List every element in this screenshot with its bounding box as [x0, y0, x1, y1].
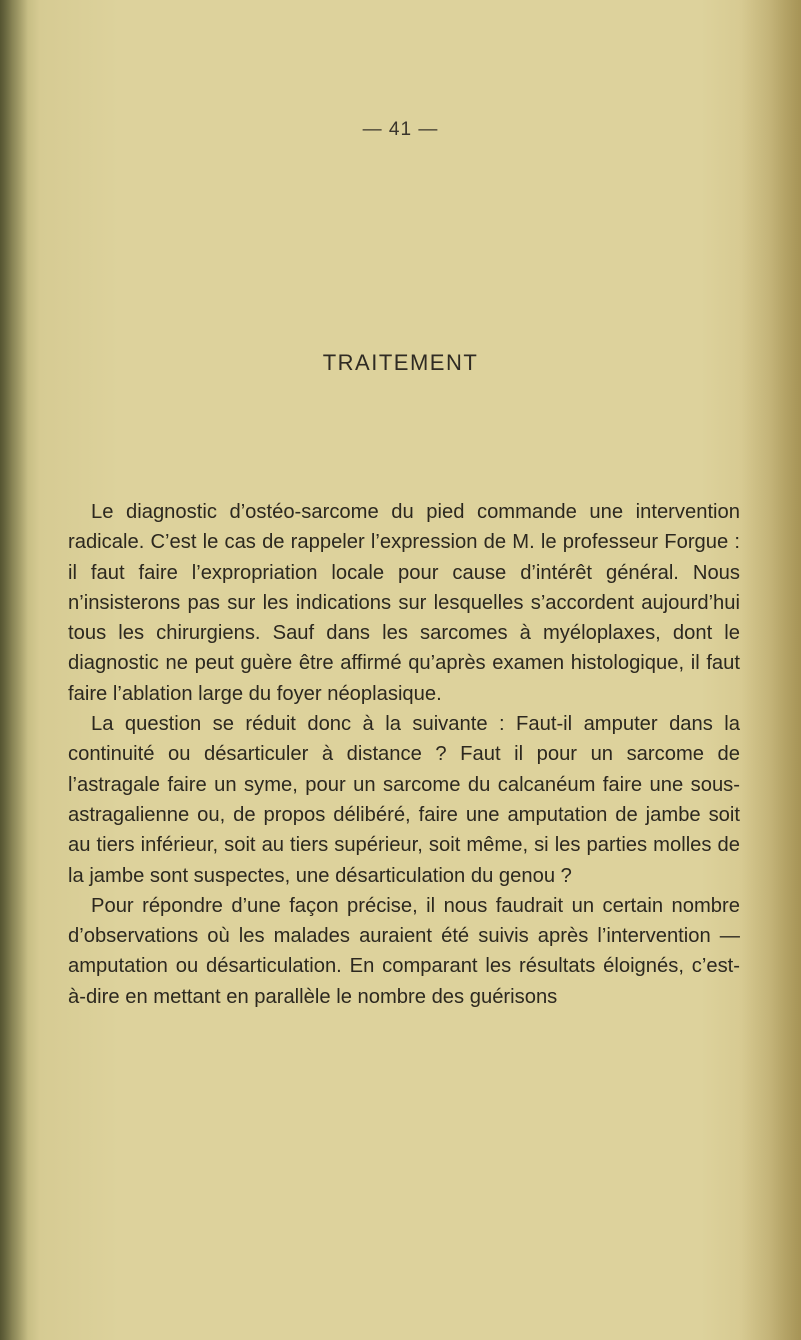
page-edge-shadow — [0, 0, 28, 1340]
page-number: — 41 — — [362, 119, 439, 140]
paragraph: Le diagnostic d’ostéo-sarcome du pied commande une intervention radicale. C’est le cas de rappeler l’expression de M. le professeur Forgue : il faut faire l’expropriation locale pour cause d’intérêt général. Nous n’insisterons pas sur les indications sur lesquelles s’accordent aujourd’hui tous les chirurgiens. Sauf dans les sarcomes à myéloplaxes, dont le diagnostic ne peut guère être affirmé qu’après examen histologique, il faut faire l’ablation large du foyer néoplasique. — [68, 501, 740, 705]
paragraph: Pour répondre d’une façon précise, il nous faudrait un certain nombre d’observations où les malades auraient été suivis après l’intervention — amputation ou désarticulation. En comparant les résultats éloignés, c’est-à-dire en mettant en parallèle le nombre des guérisons — [68, 894, 740, 1008]
body-text — [68, 497, 740, 1012]
paragraph: La question se réduit donc à la suivante : Faut-il amputer dans la continuité ou désarticuler à distance ? Faut il pour un sarcome de l’astragale faire un syme, pour un sarcome du calcanéum faire une sous-astragalienne ou, de propos délibéré, faire une amputation de jambe soit au tiers inférieur, soit au tiers supérieur, soit même, si les parties molles de la jambe sont suspectes, une désarticulation du genou ? — [68, 713, 740, 887]
page-edge-stain — [741, 0, 801, 1340]
chapter-title: TRAITEMENT — [322, 350, 479, 375]
